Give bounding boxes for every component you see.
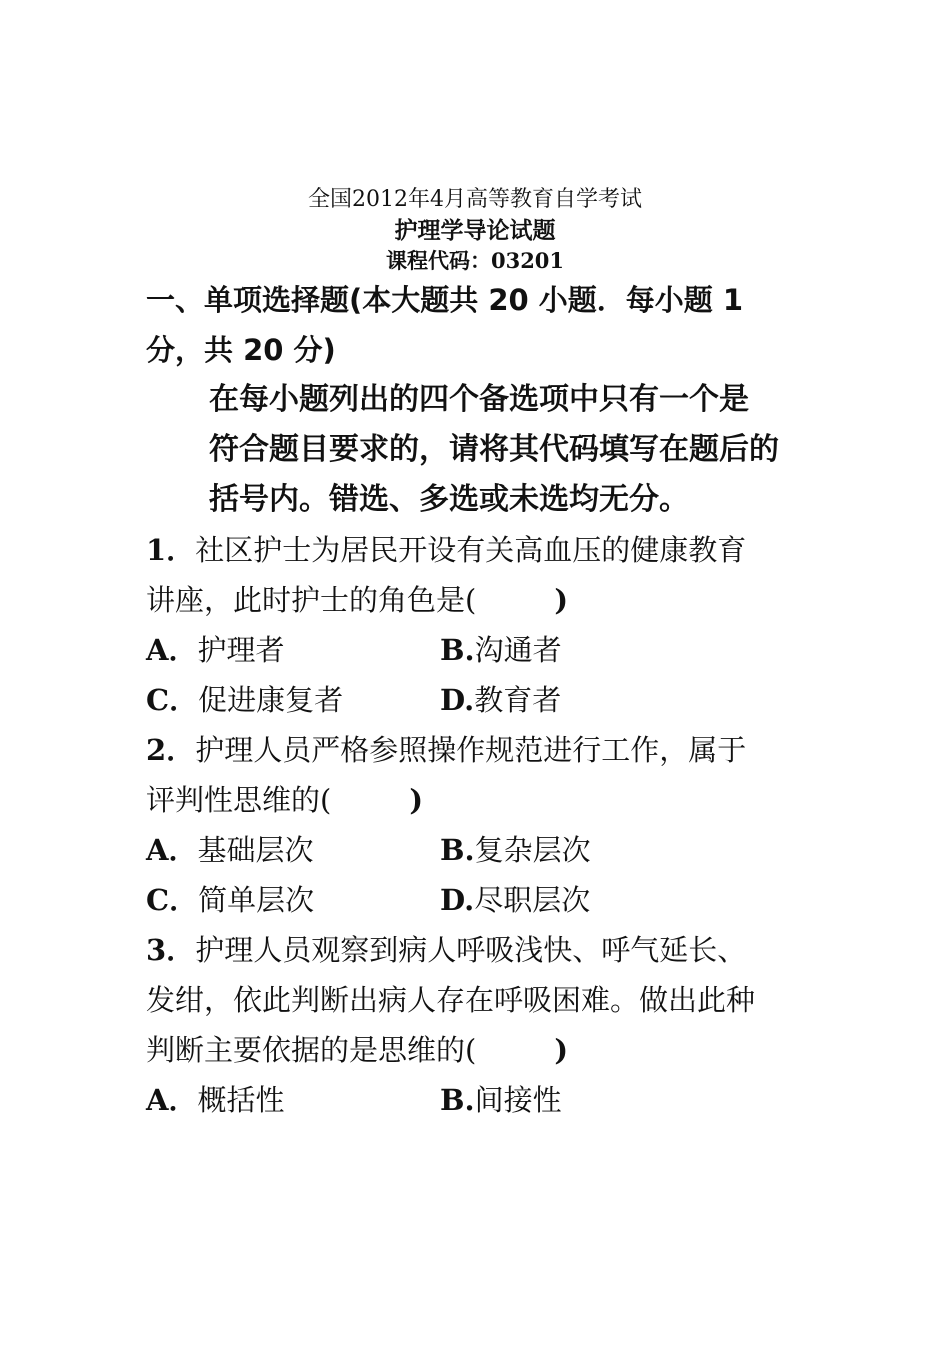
option-text: 间接性 xyxy=(474,1083,562,1117)
option-text: 护理者 xyxy=(197,633,285,667)
question-2-option-c xyxy=(146,880,314,920)
question-1-option-d xyxy=(440,680,561,720)
question-number: 3． xyxy=(146,933,196,967)
instruction-line: 符合题目要求的，请将其代码填写在题后的 xyxy=(209,432,779,467)
question-text: 判断主要依据的是思维的( xyxy=(146,1033,477,1067)
option-letter: B. xyxy=(440,633,475,667)
course-code-label: 课程代码： xyxy=(385,248,491,273)
option-letter: D. xyxy=(440,683,475,717)
question-text: 讲座，此时护士的角色是( xyxy=(146,583,477,617)
question-text: 评判性思维的( xyxy=(146,783,332,817)
option-text: 促进康复者 xyxy=(198,683,344,717)
instruction-line: 在每小题列出的四个备选项中只有一个是 xyxy=(209,382,749,417)
option-text: 教育者 xyxy=(474,683,562,717)
option-letter: D. xyxy=(440,883,475,917)
question-3-option-a xyxy=(146,1080,285,1120)
question-text: 护理人员严格参照操作规范进行工作，属于 xyxy=(195,733,747,767)
question-text: 社区护士为居民开设有关高血压的健康教育 xyxy=(195,533,747,567)
answer-bracket-close: ) xyxy=(554,1033,569,1067)
question-3-option-b xyxy=(440,1080,562,1120)
option-text: 简单层次 xyxy=(198,883,315,917)
question-text: 发绀，依此判断出病人存在呼吸困难。做出此种 xyxy=(146,983,756,1017)
question-2-line2 xyxy=(146,780,423,820)
section-title-line1: 一、单项选择题(本大题共 20 小题．每小题 1 xyxy=(146,283,744,317)
question-2-line1 xyxy=(146,730,746,770)
question-1-option-a xyxy=(146,630,285,670)
question-1-option-b xyxy=(440,630,562,670)
option-letter: C． xyxy=(146,683,199,717)
instruction-line: 括号内。错选、多选或未选均无分。 xyxy=(209,482,689,517)
section-title-line2: 分，共 20 分) xyxy=(146,333,336,367)
question-1-option-c xyxy=(146,680,343,720)
question-2-option-d xyxy=(440,880,590,920)
question-3-line1 xyxy=(146,930,746,970)
question-2-option-b xyxy=(440,830,591,870)
question-number: 1． xyxy=(146,533,196,567)
option-letter: A． xyxy=(146,633,198,667)
course-code-value: 03201 xyxy=(490,248,565,273)
option-letter: B. xyxy=(440,1083,475,1117)
course-code xyxy=(0,247,950,275)
question-1-line2 xyxy=(146,580,568,620)
question-number: 2． xyxy=(146,733,196,767)
option-text: 概括性 xyxy=(197,1083,285,1117)
option-letter: B. xyxy=(440,833,475,867)
question-2-option-a xyxy=(146,830,314,870)
option-letter: A． xyxy=(146,833,198,867)
option-text: 复杂层次 xyxy=(474,833,591,867)
answer-bracket-close: ) xyxy=(554,583,569,617)
question-3-line3 xyxy=(146,1030,568,1070)
subject-title: 护理学导论试题 xyxy=(394,217,556,244)
option-text: 沟通者 xyxy=(474,633,562,667)
question-1-line1 xyxy=(146,530,746,570)
question-text: 护理人员观察到病人呼吸浅快、呼气延长、 xyxy=(195,933,747,967)
option-text: 基础层次 xyxy=(197,833,314,867)
option-letter: C． xyxy=(146,883,199,917)
answer-bracket-close: ) xyxy=(409,783,424,817)
question-3-line2 xyxy=(146,980,755,1020)
option-text: 尽职层次 xyxy=(474,883,591,917)
exam-title: 全国2012年4月高等教育自学考试 xyxy=(308,187,642,212)
option-letter: A． xyxy=(146,1083,198,1117)
